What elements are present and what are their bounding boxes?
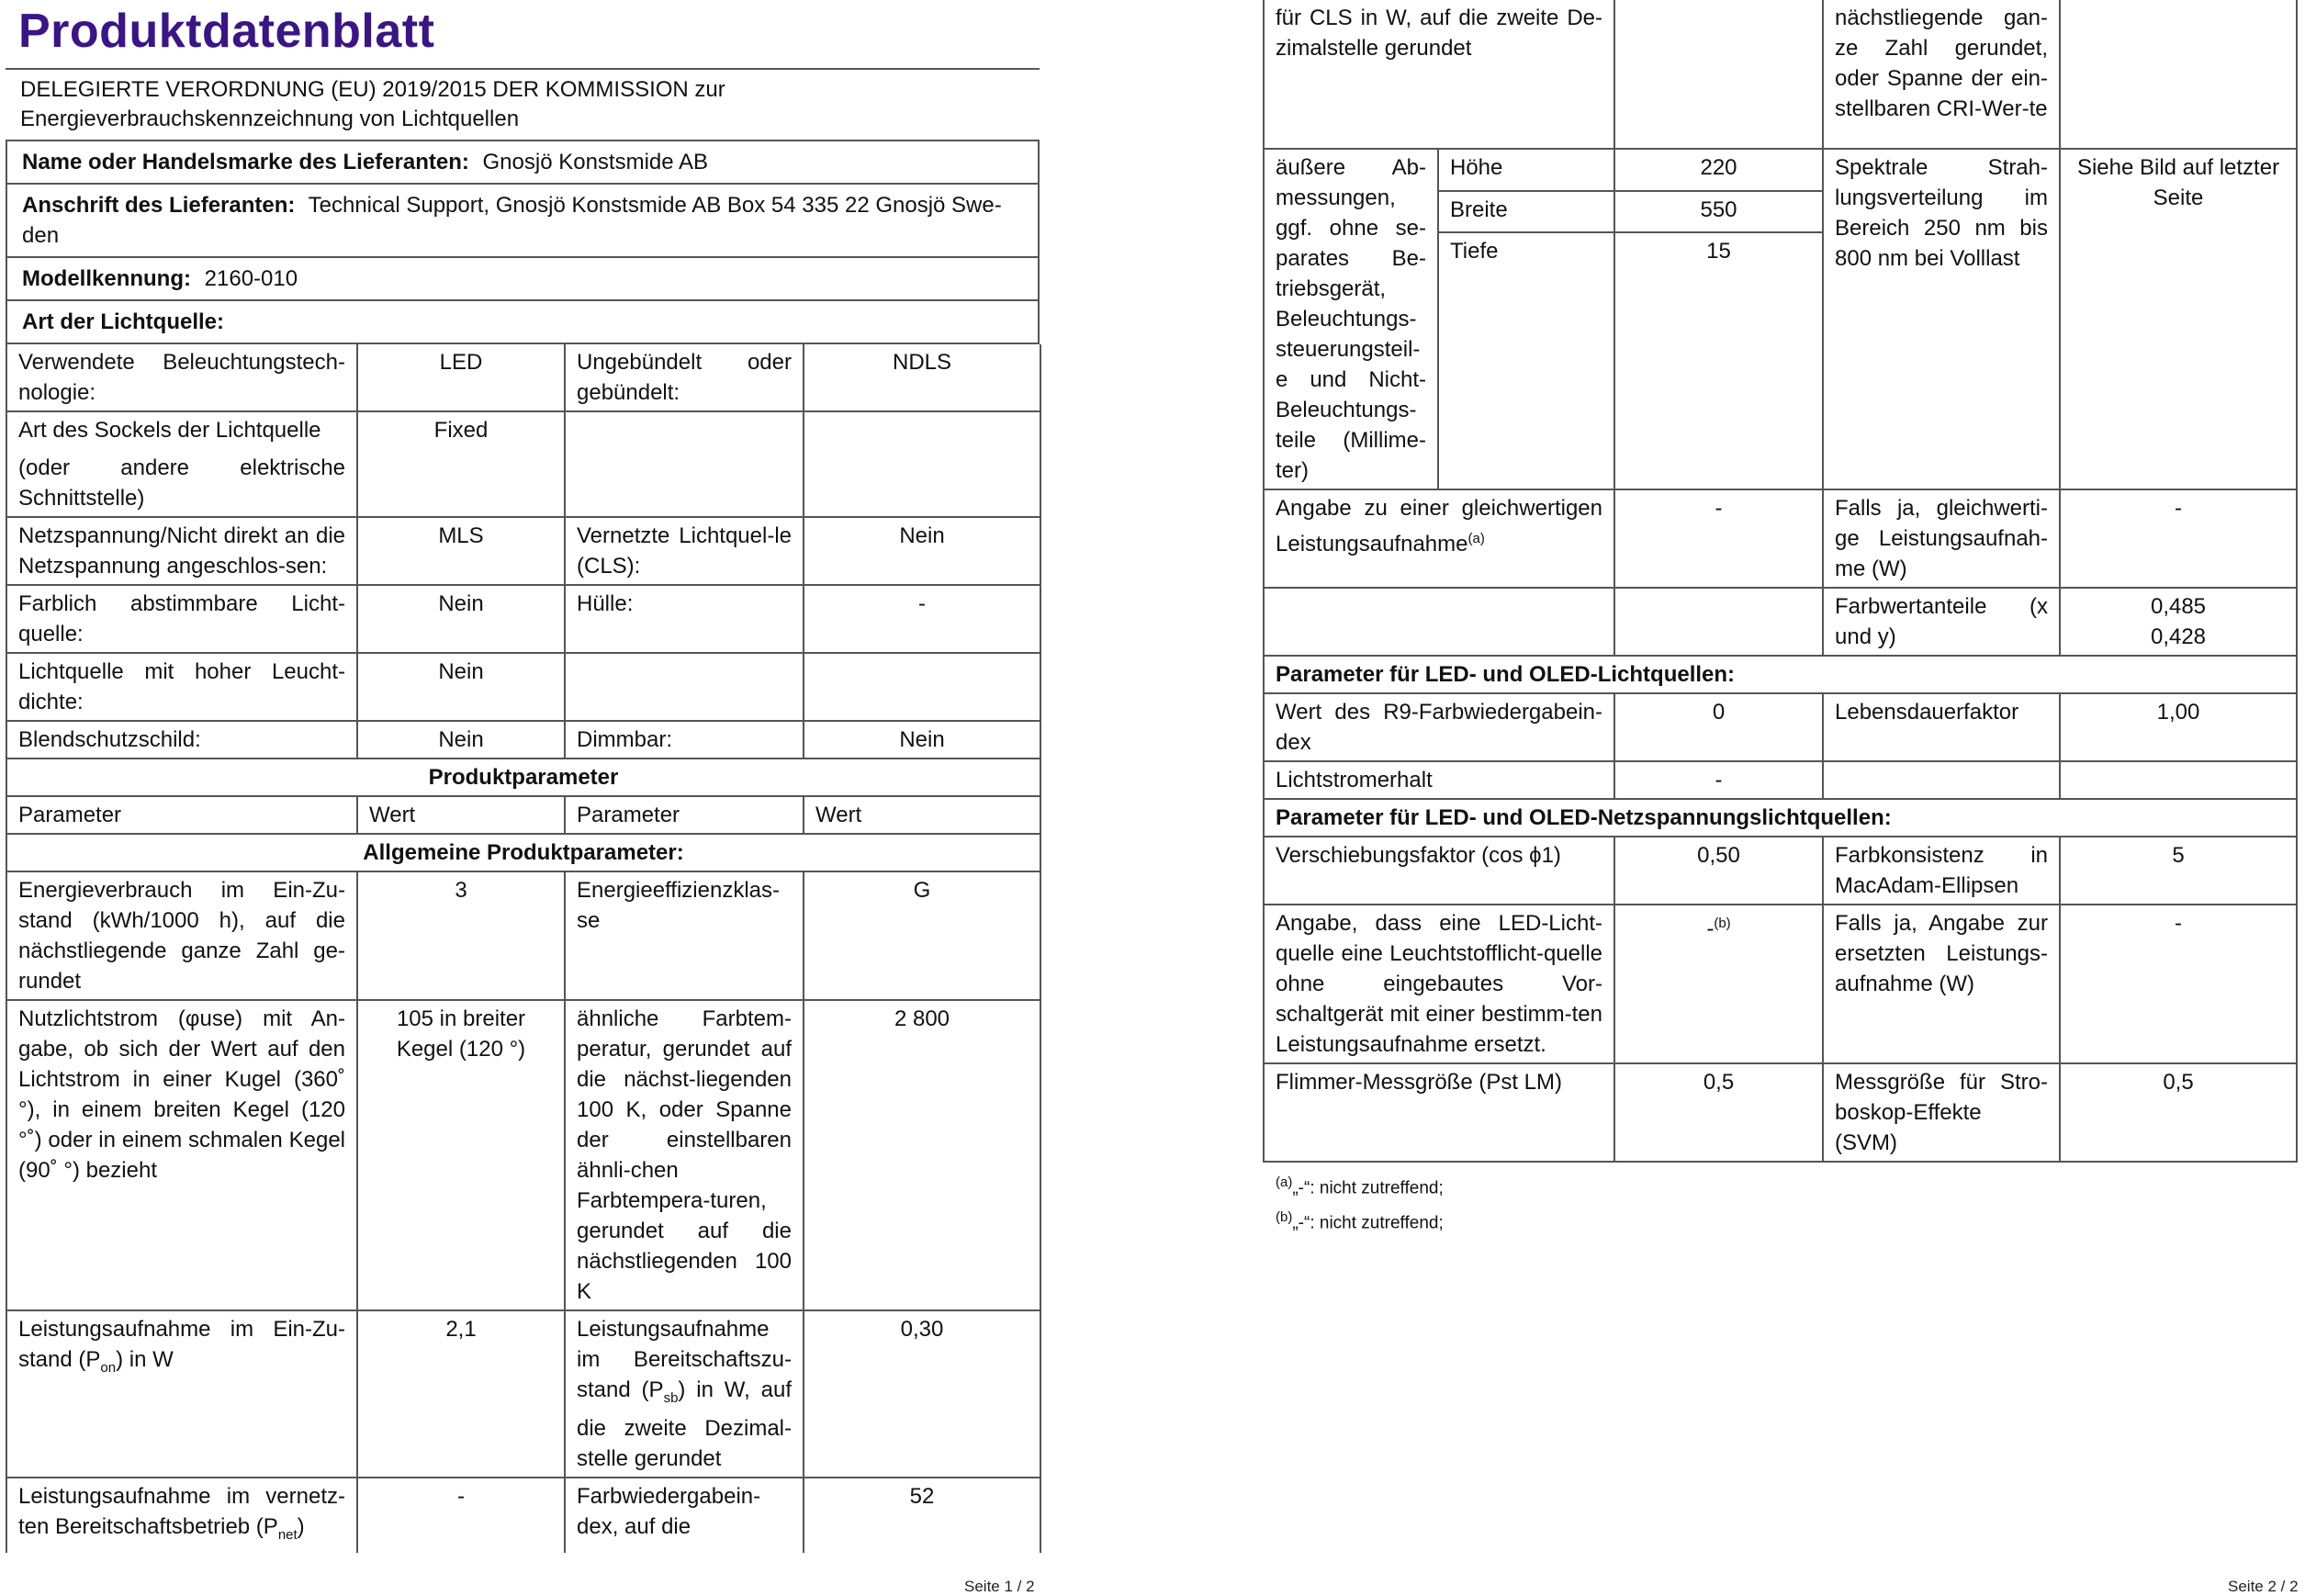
footnote-a: $^{(a)}$„-“: nicht zutreffend; [1276, 1175, 1444, 1198]
cell-value: 3 [357, 871, 565, 1000]
cell-label: Lichtstromerhalt [1264, 761, 1614, 799]
cell-empty [565, 653, 804, 721]
cell-value: NDLS [804, 344, 1040, 411]
cell-label: Leistungsaufnahme im vernetz-ten Bereitschaftsbetrieb $(P_{net})$ [6, 1478, 357, 1553]
footnotes [1263, 1168, 2296, 1239]
chroma-y-value: 0,428 [2150, 624, 2207, 649]
table-row [1264, 837, 2297, 905]
cell-label: Angabe, dass eine LED-Licht-quelle eine Leuchtstofflicht-quelle ohne eingebautes Vor-schaltgerät mit einer bestimm-ten Leistungsaufnahme ersetzt. [1264, 905, 1614, 1063]
cell-label: Farbwiedergabein-dex, auf die [565, 1478, 804, 1553]
page-2 [1263, 0, 2296, 1239]
product-table-continued [1263, 0, 2298, 1163]
cell-empty [565, 411, 804, 517]
cell-label: Messgröße für Stro-boskop-Effekte (SVM) [1823, 1063, 2060, 1162]
table-row [6, 871, 1040, 1000]
cell-value: Nein [804, 517, 1040, 585]
cell-label: Ungebündelt oder gebündelt: [565, 344, 804, 411]
cell-label: Farblich abstimmbare Licht-quelle: [6, 585, 357, 653]
cell-label: Dimmbar: [565, 721, 804, 759]
cell-label: Lichtquelle mit hoher Leucht-dichte: [6, 653, 357, 721]
product-table [6, 344, 1041, 1553]
cell-empty [1614, 588, 1823, 656]
page-number: Seite 1 / 2 [964, 1578, 1035, 1595]
cell-empty [1823, 761, 2060, 799]
cell-label: Falls ja, Angabe zur ersetzten Leistungs-aufnahme (W) [1823, 905, 2060, 1063]
cell-value: 2,1 [357, 1310, 565, 1478]
cell-label: Spektrale Strah-lungsverteilung im Bereich 250 nm bis 800 nm bei Volllast [1823, 149, 2060, 489]
cell-label: Vernetzte Lichtquel-le (CLS): [565, 517, 804, 585]
cell-label: Energieverbrauch im Ein-Zu-stand (kWh/1000 h), auf die nächstliegende ganze Zahl ge-rundet [6, 871, 357, 1000]
cell-value: 0 [1614, 693, 1823, 761]
cell-empty [2060, 0, 2297, 149]
product-parameters-heading: Produktparameter [6, 759, 1040, 796]
cell-value: Nein [357, 721, 565, 759]
cell-empty [1264, 588, 1614, 656]
table-row [1264, 588, 2297, 656]
height-label: Höhe [1438, 149, 1614, 191]
column-header: Wert [357, 796, 565, 834]
cell-label: Wert des R9-Farbwiedergabein-dex [1264, 693, 1614, 761]
height-value: 220 [1614, 149, 1823, 191]
width-value: 550 [1614, 191, 1823, 233]
socket-label-line1: Art des Sockels der Lichtquelle [18, 418, 321, 443]
page-1 [6, 0, 1040, 1553]
cell-label: Leistungsaufnahme im Bereitschaftszu-stand $(P_{sb})$ in W, auf die zweite Dezimal-stelle gerundet [565, 1310, 804, 1478]
cell-value: - [1614, 761, 1823, 799]
cell-value: 105 in breiter Kegel (120 °) [357, 1000, 565, 1310]
model-row [6, 258, 1040, 301]
section-heading-row [6, 834, 1040, 871]
cell-value: -$^{(b)}$ [1614, 905, 1823, 1063]
cell-value: 1,00 [2060, 693, 2297, 761]
depth-value: 15 [1614, 232, 1823, 489]
cell-value: - [2060, 489, 2297, 588]
table-row [1264, 905, 2297, 1063]
cell-value: 2 800 [804, 1000, 1040, 1310]
cell-empty [2060, 761, 2297, 799]
regulation-text: DELEGIERTE VERORDNUNG (EU) 2019/2015 DER KOMMISSION zur Energieverbrauchskennzeichnung von Lichtquellen [6, 68, 1040, 141]
table-row [1264, 693, 2297, 761]
cell-label: ähnliche Farbtem-peratur, gerundet auf die nächst-liegenden 100 K, oder Spanne der einstellbaren ähnli-chen Farbtempera-turen, gerundet auf die nächstliegenden 100 K [565, 1000, 804, 1310]
mains-parameters-heading: Parameter für LED- und OLED-Netzspannungslichtquellen: [1264, 799, 2297, 837]
section-heading-row [1264, 799, 2297, 837]
cell-value: 5 [2060, 837, 2297, 905]
cell-value: Fixed [357, 411, 565, 517]
cell-label: Energieeffizienzklas-se [565, 871, 804, 1000]
light-source-type-label: Art der Lichtquelle: [22, 309, 225, 334]
column-header-row [6, 796, 1040, 834]
cell-label: Lebensdauerfaktor [1823, 693, 2060, 761]
cell-label: Verwendete Beleuchtungstech-nologie: [6, 344, 357, 411]
dimensions-label: äußere Ab-messungen, ggf. ohne se-parates Be-triebsgerät, Beleuchtungs-steuerungsteil-e und Nicht-Beleuchtungs-teile (Millime-ter) [1264, 149, 1438, 489]
column-header: Parameter [565, 796, 804, 834]
cell-value: - [1614, 489, 1823, 588]
table-row [6, 1310, 1040, 1478]
table-row [1264, 489, 2297, 588]
section-heading-row [6, 759, 1040, 796]
cell-label [6, 411, 357, 517]
cell-empty [804, 653, 1040, 721]
supplier-value: Gnosjö Konstsmide AB [482, 150, 708, 174]
table-row [1264, 149, 2297, 191]
model-value: 2160-010 [204, 266, 298, 291]
cell-value: G [804, 871, 1040, 1000]
cell-label: Falls ja, gleichwerti-ge Leistungsaufnah-me (W) [1823, 489, 2060, 588]
cell-label: Farbkonsistenz in MacAdam-Ellipsen [1823, 837, 2060, 905]
cell-value: 0,5 [2060, 1063, 2297, 1162]
table-row [1264, 0, 2297, 149]
address-label: Anschrift des Lieferanten: [22, 193, 296, 218]
section-heading-row [1264, 656, 2297, 693]
cell-label: Blendschutzschild: [6, 721, 357, 759]
table-row [6, 1478, 1040, 1553]
table-row [6, 721, 1040, 759]
cell-value: 52 [804, 1478, 1040, 1553]
cell-value: Nein [357, 585, 565, 653]
footnote-b: $^{(b)}$„-“: nicht zutreffend; [1276, 1209, 1444, 1233]
cell-value: - [2060, 905, 2297, 1063]
supplier-label: Name oder Handelsmarke des Lieferanten: [22, 150, 469, 174]
cell-value: 0,30 [804, 1310, 1040, 1478]
table-row [6, 653, 1040, 721]
led-parameters-heading: Parameter für LED- und OLED-Lichtquellen: [1264, 656, 2297, 693]
cell-value [2060, 588, 2297, 656]
cell-label: Nutzlichtstrom (φuse) mit An-gabe, ob sich der Wert auf den Lichtstrom in einer Kugel (360˚ °), in einem breiten Kegel (120 °˚) oder in einem schmalen Kegel (90˚ °) bezieht [6, 1000, 357, 1310]
cell-label: Flimmer-Messgröße (Pst LM) [1264, 1063, 1614, 1162]
model-label: Modellkennung: [22, 266, 191, 291]
table-row [6, 1000, 1040, 1310]
cell-value: - [357, 1478, 565, 1553]
table-row [6, 585, 1040, 653]
chroma-x-value: 0,485 [2150, 594, 2207, 619]
cell-value: - [804, 585, 1040, 653]
table-row [6, 344, 1040, 411]
column-header: Wert [804, 796, 1040, 834]
cell-empty [1614, 0, 1823, 149]
document-title: Produktdatenblatt [18, 5, 435, 58]
cell-value: Nein [804, 721, 1040, 759]
cell-value: LED [357, 344, 565, 411]
column-header: Parameter [6, 796, 357, 834]
cell-empty [804, 411, 1040, 517]
cell-label: Leistungsaufnahme im Ein-Zu-stand $(P_{on})$ in W [6, 1310, 357, 1478]
cell-value: 0,5 [1614, 1063, 1823, 1162]
table-row [1264, 761, 2297, 799]
cell-label: nächstliegende gan-ze Zahl gerundet, oder Spanne der ein-stellbaren CRI-Wer-te [1823, 0, 2060, 149]
cell-label: Farbwertanteile (x und y) [1823, 588, 2060, 656]
cell-label: Hülle: [565, 585, 804, 653]
cell-value: 0,50 [1614, 837, 1823, 905]
socket-label-line2: (oder andere elektrische Schnittstelle) [18, 455, 345, 511]
general-parameters-heading: Allgemeine Produktparameter: [6, 834, 1040, 871]
cell-value: MLS [357, 517, 565, 585]
page-number: Seite 2 / 2 [2228, 1578, 2299, 1595]
address-value: Technical Support, Gnosjö Konstsmide AB Box 54 335 22 Gnosjö Swe-den [22, 193, 1002, 248]
cell-label: Verschiebungsfaktor (cos ϕ1) [1264, 837, 1614, 905]
cell-label: für CLS in W, auf die zweite De-zimalstelle gerundet [1264, 0, 1614, 149]
supplier-row [6, 141, 1040, 185]
width-label: Breite [1438, 191, 1614, 233]
cell-value: Siehe Bild auf letzter Seite [2060, 149, 2297, 489]
cell-label: Netzspannung/Nicht direkt an die Netzspannung angeschlos-sen: [6, 517, 357, 585]
depth-label: Tiefe [1438, 232, 1614, 489]
light-source-type-heading [6, 301, 1040, 344]
address-row [6, 185, 1040, 258]
table-row [6, 411, 1040, 517]
table-row [6, 517, 1040, 585]
cell-label: Angabe zu einer gleichwertigen Leistungsaufnahme$^{(a)}$ [1264, 489, 1614, 588]
cell-value: Nein [357, 653, 565, 721]
table-row [1264, 1063, 2297, 1162]
